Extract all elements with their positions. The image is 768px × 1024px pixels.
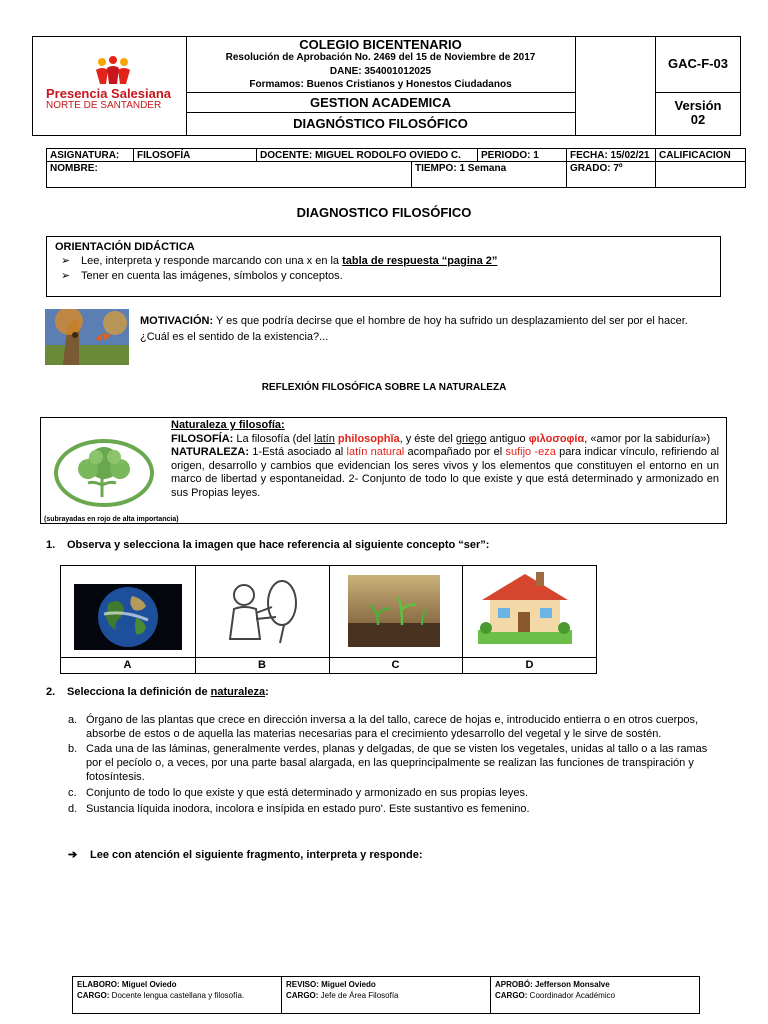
earth-icon [74,584,182,650]
logo [40,56,180,112]
footer-aprobo: APROBÓ: Jefferson Monsalve CARGO: Coordinador Académico [490,976,700,1014]
resolution: Resolución de Aprobación No. 2469 del 15 de Noviembre de 2017 [225,52,536,63]
option-a-label: A [123,659,132,671]
doc-code: GAC-F-03 [668,56,728,71]
option-b[interactable]: b. Cada una de las láminas, generalmente verdes, planas y delgadas, de que se visten los vegetales, unidas al tallo o a las ramas por el pecíolo o, a veces, por una parte basal alargada, en las queprincipalmente se realizan las funciones de transpiración y fotosíntesis. [68,743,708,783]
tree-logo [52,439,156,507]
tree-face-butterfly-icon [45,309,129,365]
orientacion-item: ➢ Tener en cuenta las imágenes, símbolos y conceptos. [55,269,712,284]
header-divider [186,112,575,113]
option-c-label: C [391,659,400,671]
reflexion-title: REFLEXIÓN FILOSÓFICA SOBRE LA NATURALEZA [261,382,507,393]
main-title: DIAGNOSTICO FILOSÓFICO [296,205,472,220]
option-a-image[interactable] [74,584,182,650]
house-icon [478,568,572,644]
arrow-right-icon: ➔ [68,849,78,861]
version-label: Versión [674,98,722,113]
orientacion-box [46,236,721,297]
person-mirror-icon [220,575,306,645]
option-b-image[interactable] [220,575,306,645]
header-divider [655,92,741,93]
orientacion-list [55,254,712,284]
q2-text: 2. Selecciona la definición de naturaleza: [46,686,269,698]
grado: GRADO: 7º [566,161,656,188]
sprouts-icon [348,575,440,647]
orientacion-title: ORIENTACIÓN DIDÁCTICA [55,241,195,253]
docente: DOCENTE: MIGUEL RODOLFO OVIEDO C. [256,148,478,162]
option-c[interactable]: c. Conjunto de todo lo que existe y que está determinado y armonizado en sus propias leyes. [68,787,529,799]
area-title: GESTION ACADEMICA [309,95,452,110]
option-a[interactable]: a. Órgano de las plantas que crece en dirección inversa a la del tallo, carece de hojas e, introducido entierra o en otros cuerpos, absorbe de estos o de aquella las materias necesarias para el crecimiento ydesarrollo del vegetal y le sirve de sostén. [68,714,699,740]
version-number: 02 [690,112,706,127]
header-divider [186,92,575,93]
option-d[interactable]: d. Sustancia líquida inodora, incolora e insípida en estado puro'. Este sustantivo es femenino. [68,803,530,815]
calificacion: CALIFICACION [655,148,746,162]
q1-divider [195,565,196,674]
periodo: PERIODO: 1 [477,148,567,162]
logo-text-2: NORTE DE SANTANDER [46,100,162,111]
dane: DANE: 354001012025 [329,66,432,77]
q1-divider [329,565,330,674]
tiempo: TIEMPO: 1 Semana [411,161,567,188]
footer-elaboro: ELABORO: Miguel Oviedo CARGO: Docente lengua castellana y filosofía. [72,976,282,1014]
option-d-image[interactable] [478,568,572,644]
nombre-field[interactable]: NOMBRE: [46,161,412,188]
motivacion-text: MOTIVACIÓN: Y es que podría decirse que el hombre de hoy ha sufrido un desplazamiento del ser por el hacer. ¿Cuál es el sentido de la existencia?... [140,315,688,343]
logo-figures-icon [88,56,138,86]
asignatura-label: ASIGNATURA: [46,148,134,162]
filosofia-definition: FILOSOFÍA: La filosofía (del latín philosophĭa, y éste del griego antiguo φιλοσοφία, «amor por la sabiduría») [171,432,711,445]
q2-options [60,713,725,816]
footer-reviso: REVISO: Miguel Oviedo CARGO: Jefe de Área Filosofía [281,976,491,1014]
school-name: COLEGIO BICENTENARIO [299,37,462,52]
option-c-image[interactable] [348,575,440,647]
option-b-label: B [258,659,266,671]
q1-text: 1. Observa y selecciona la imagen que hace referencia al siguiente concepto “ser”: [46,539,490,551]
motivacion-image [45,309,129,365]
fecha: FECHA: 15/02/21 [566,148,656,162]
naturaleza-heading: Naturaleza y filosofía: [171,419,285,431]
option-d-label: D [525,659,534,671]
answer-table-link: tabla de respuesta “pagina 2” [342,255,498,267]
importance-note: (subrayadas en rojo de alta importancia) [44,516,179,523]
naturaleza-definition: NATURALEZA: 1-Está asociado al latín natural acompañado por el sufijo -eza para indicar vínculo, refiriendo al origen, desarrollo y cambios que evidencian los seres vivos y los elementos que constituyen el entorno en un marco de libertad y espontaneidad. 2- Conjunto de todo lo que existe y que está determinado y armonizado en sus Propias leyes. [171,446,720,499]
header-divider [575,36,576,136]
orientacion-item: ➢ Lee, interpreta y responde marcando con una x en la tabla de respuesta “pagina 2” [55,254,712,269]
naturaleza-text [171,419,719,500]
doc-title: DIAGNÓSTICO FILOSÓFICO [293,116,468,131]
q1-divider [462,565,463,674]
tree-icon [52,439,156,507]
logo-text-1: Presencia Salesiana [46,86,172,101]
asignatura-value: FILOSOFÍA [133,148,257,162]
calificacion-field[interactable] [655,161,746,188]
lee-instruction: ➔ Lee con atención el siguiente fragmento, interpreta y responde: [68,849,423,861]
motto: Formamos: Buenos Cristianos y Honestos Ciudadanos [249,79,512,90]
